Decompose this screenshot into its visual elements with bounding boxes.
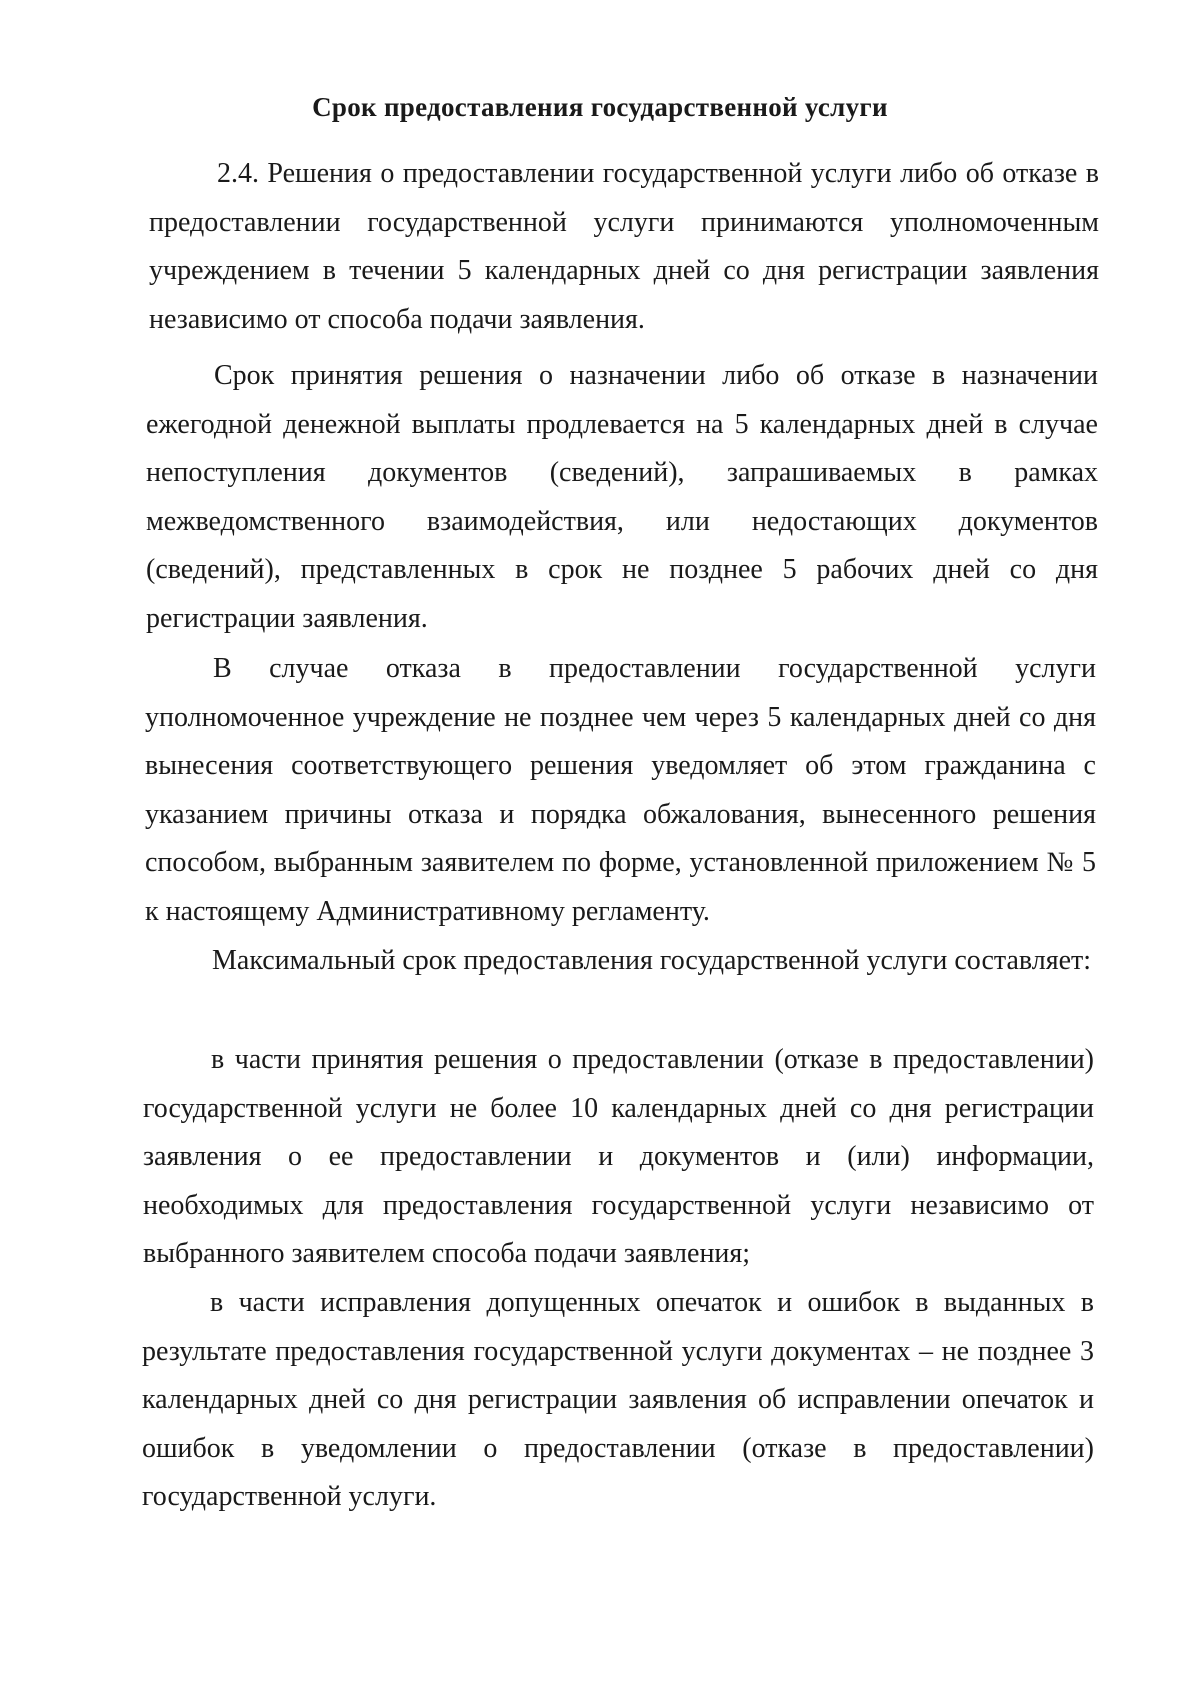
- paragraph-maximum-term: Максимальный срок предоставления государственной услуги составляет:: [212, 945, 1092, 976]
- paragraph-term-extension: Срок принятия решения о назначении либо об отказе в назначении ежегодной денежной выплаты продлевается на 5 календарных дней в случае непоступления документов (сведений), запрашиваемых в рамках межведомственного взаимодействия, или недостающих документов (сведений), представленных в срок не позднее 5 рабочих дней со дня регистрации заявления.: [146, 360, 1098, 634]
- paragraph-refusal-notice: В случае отказа в предоставлении государственной услуги уполномоченное учреждение не позднее чем через 5 календарных дней со дня вынесения соответствующего решения уведомляет об этом гражданина с указанием причины отказа и порядка обжалования, вынесенного решения способом, выбранным заявителем по форме, установленной приложением № 5 к настоящему Административному регламенту.: [145, 653, 1096, 927]
- paragraph-decision-term: 2.4. Решения о предоставлении государственной услуги либо об отказе в предоставлении государственной услуги принимаются уполномоченным учреждением в течении 5 календарных дней со дня регистрации заявления независимо от способа подачи заявления.: [149, 158, 1099, 335]
- section-heading: Срок предоставления государственной услуги: [312, 92, 888, 122]
- paragraph-corrections-part: в части исправления допущенных опечаток и ошибок в выданных в результате предоставления государственной услуги документах – не позднее 3 календарных дней со дня регистрации заявления об исправлении опечаток и ошибок в уведомлении о предоставлении (отказе в предоставлении) государственной услуги.: [142, 1287, 1094, 1512]
- paragraph-decision-part: в части принятия решения о предоставлении (отказе в предоставлении) государственной услуги не более 10 календарных дней со дня регистрации заявления о ее предоставлении и документов и (или) информации, необходимых для предоставления государственной услуги независимо от выбранного заявителем способа подачи заявления;: [143, 1044, 1094, 1269]
